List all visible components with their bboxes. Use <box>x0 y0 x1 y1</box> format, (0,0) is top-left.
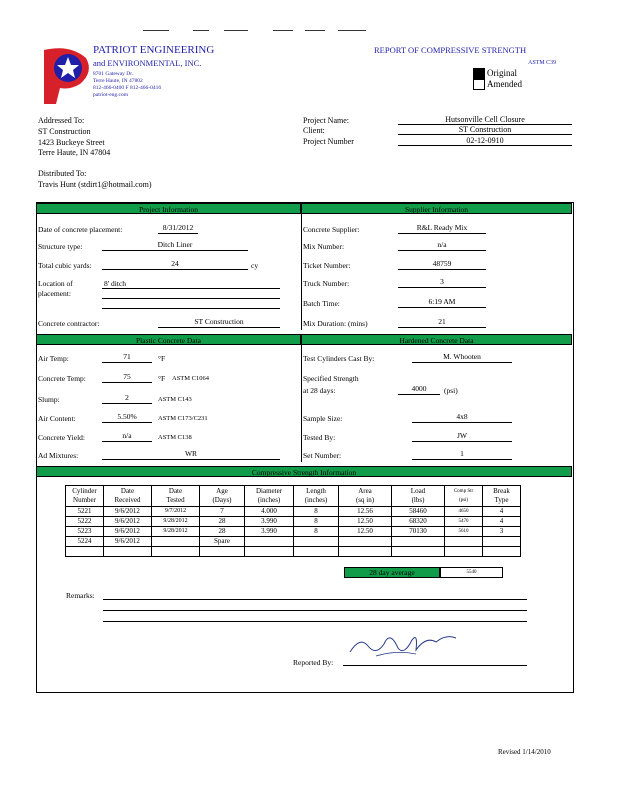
addressed-line: Terre Haute, IN 47804 <box>38 148 111 157</box>
duration-value: 21 <box>398 317 486 328</box>
reported-by-line <box>343 665 527 666</box>
header-dash <box>338 30 366 31</box>
table-cell <box>152 547 200 557</box>
table-cell <box>66 547 104 557</box>
table-row <box>66 527 521 537</box>
amended-checkbox[interactable] <box>473 79 485 90</box>
compressive-table <box>65 485 521 557</box>
admix-label: Ad Mixtures: <box>38 451 79 460</box>
table-cell <box>294 537 339 547</box>
table-cell <box>104 547 152 557</box>
slump-std: ASTM C143 <box>158 396 192 403</box>
slump-label: Slump: <box>38 395 60 404</box>
concrete-temp-value: 75 <box>102 372 152 383</box>
table-cell: 4650 <box>445 507 483 517</box>
tested-by-value: JW <box>412 431 512 442</box>
company-web: patriot-eng.com <box>93 92 128 98</box>
table-cell: 70130 <box>392 527 445 537</box>
section-divider <box>301 214 302 330</box>
location-line <box>102 298 280 299</box>
table-cell: 58460 <box>392 507 445 517</box>
revised-date: Revised 1/14/2010 <box>498 748 551 756</box>
table-cell <box>339 547 392 557</box>
air-temp-value: 71 <box>102 352 152 363</box>
concrete-temp-unit: °F <box>158 374 166 383</box>
set-number-value: 1 <box>412 449 512 460</box>
table-cell <box>152 537 200 547</box>
company-address: 8701 Gateway Dr. <box>93 71 134 77</box>
table-cell: 4.000 <box>245 507 294 517</box>
spec-strength-label: at 28 days: <box>303 386 336 395</box>
table-cell: 12.50 <box>339 517 392 527</box>
concrete-temp-label: Concrete Temp: <box>38 374 86 383</box>
contractor-label: Concrete contractor: <box>38 319 100 328</box>
col-header: Age (Days) <box>200 486 245 507</box>
table-cell: 4 <box>483 517 521 527</box>
col-header: Comp Str (psi) <box>445 486 483 507</box>
table-cell <box>339 537 392 547</box>
col-header: Date Received <box>104 486 152 507</box>
project-number-value: 02-12-0910 <box>398 136 572 146</box>
table-header-row <box>66 486 521 507</box>
location-value: 8' ditch <box>104 279 126 288</box>
report-astm: ASTM C39 <box>528 60 557 66</box>
table-cell <box>392 537 445 547</box>
ticket-label: Ticket Number: <box>303 261 351 270</box>
addressed-line: 1423 Buckeye Street <box>38 138 105 147</box>
admix-value: WR <box>102 449 280 460</box>
col-header: Area (sq in) <box>339 486 392 507</box>
truck-label: Truck Number: <box>303 279 350 288</box>
spec-strength-label: Specified Strength <box>303 374 359 383</box>
col-header: Length (inches) <box>294 486 339 507</box>
sample-size-label: Sample Size: <box>303 414 343 423</box>
table-cell: 3.990 <box>245 517 294 527</box>
header-dash <box>143 30 169 31</box>
client-value: ST Construction <box>398 125 572 135</box>
air-temp-unit: °F <box>158 354 166 363</box>
spec-strength-unit: (psi) <box>444 386 458 395</box>
spec-strength-value: 4000 <box>398 384 440 395</box>
col-header: Date Tested <box>152 486 200 507</box>
header-dash <box>193 30 209 31</box>
table-cell: 9/28/2012 <box>152 517 200 527</box>
table-cell: 3 <box>483 527 521 537</box>
distributed-label: Distributed To: <box>38 169 87 178</box>
mix-value: n/a <box>398 240 486 251</box>
table-cell: 68320 <box>392 517 445 527</box>
cast-by-value: M. Whooten <box>412 352 512 363</box>
table-cell: 5221 <box>66 507 104 517</box>
table-cell: 9/6/2012 <box>104 537 152 547</box>
original-label: Original <box>487 68 517 78</box>
ticket-value: 48759 <box>398 259 486 270</box>
amended-label: Amended <box>487 79 522 89</box>
project-info-header: Project Information <box>36 203 301 214</box>
contractor-value: ST Construction <box>158 317 280 328</box>
table-cell: 8 <box>294 527 339 537</box>
air-content-value: 5.50% <box>102 412 152 423</box>
table-cell <box>483 547 521 557</box>
yards-label: Total cubic yards: <box>38 261 92 270</box>
table-cell: 5470 <box>445 517 483 527</box>
section-divider <box>301 345 302 462</box>
table-row <box>66 507 521 517</box>
concrete-temp-std: ASTM C1064 <box>172 375 210 382</box>
table-cell: 5610 <box>445 527 483 537</box>
cast-by-label: Test Cylinders Cast By: <box>303 354 375 363</box>
sample-size-value: 4x8 <box>412 412 512 423</box>
remarks-line <box>103 610 527 611</box>
remarks-label: Remarks: <box>66 591 95 600</box>
batch-value: 6:19 AM <box>398 297 486 308</box>
project-name-value: Hutsonville Cell Closure <box>398 115 572 125</box>
mix-label: Mix Number: <box>303 242 345 251</box>
table-cell: 3.990 <box>245 527 294 537</box>
table-cell <box>245 547 294 557</box>
table-cell <box>200 547 245 557</box>
table-cell <box>445 537 483 547</box>
avg-label: 28 day average <box>344 567 440 578</box>
truck-value: 3 <box>398 277 486 288</box>
yards-value: 24 <box>102 259 248 270</box>
yield-std: ASTM C138 <box>158 434 192 441</box>
avg-value: 5540 <box>440 567 503 578</box>
company-phone: 812-466-0400 F 812-466-0416 <box>93 85 162 91</box>
plastic-header: Plastic Concrete Data <box>36 334 301 345</box>
air-content-label: Air Content: <box>38 414 76 423</box>
table-cell <box>245 537 294 547</box>
location-label: placement: <box>38 289 71 298</box>
air-temp-label: Air Temp: <box>38 354 69 363</box>
table-cell: 8 <box>294 507 339 517</box>
header-dash <box>305 30 325 31</box>
table-cell: 9/7/2012 <box>152 507 200 517</box>
table-cell: 7 <box>200 507 245 517</box>
col-header: Diameter (inches) <box>245 486 294 507</box>
supplier-value: R&L Ready Mix <box>398 223 486 234</box>
table-row <box>66 547 521 557</box>
location-line <box>102 308 280 309</box>
signature-icon <box>346 626 466 660</box>
location-line <box>102 288 280 289</box>
table-row <box>66 517 521 527</box>
structure-value: Ditch Liner <box>102 240 248 251</box>
table-cell: 5222 <box>66 517 104 527</box>
client-label: Client: <box>303 126 325 135</box>
project-name-label: Project Name: <box>303 116 349 125</box>
table-cell: 12.50 <box>339 527 392 537</box>
table-cell: 28 <box>200 527 245 537</box>
distributed-line: Travis Hunt (stdirt1@hotmail.com) <box>38 180 152 189</box>
reported-by-label: Reported By: <box>293 658 334 667</box>
header-dash <box>224 30 248 31</box>
slump-value: 2 <box>102 393 152 404</box>
company-address: Terre Haute, IN 47802 <box>93 78 143 84</box>
table-cell: 5223 <box>66 527 104 537</box>
remarks-line <box>103 621 527 622</box>
project-number-label: Project Number <box>303 137 354 146</box>
table-cell: 9/28/2012 <box>152 527 200 537</box>
addressed-label: Addressed To: <box>38 116 85 125</box>
company-name: PATRIOT ENGINEERING <box>93 44 215 56</box>
col-header: Break Type <box>483 486 521 507</box>
table-cell: 5224 <box>66 537 104 547</box>
table-row <box>66 537 521 547</box>
tested-by-label: Tested By: <box>303 433 336 442</box>
table-cell: 9/6/2012 <box>104 527 152 537</box>
duration-label: Mix Duration: (mins) <box>303 319 368 328</box>
patriot-logo-icon <box>40 44 94 106</box>
main-panel <box>36 202 574 693</box>
table-cell: 4 <box>483 507 521 517</box>
date-placement-value: 8/31/2012 <box>158 223 198 234</box>
supplier-info-header: Supplier Information <box>301 203 572 214</box>
original-checkbox[interactable] <box>473 68 485 79</box>
addressed-line: ST Construction <box>38 127 91 136</box>
col-header: Cylinder Number <box>66 486 104 507</box>
yield-value: n/a <box>102 431 152 442</box>
table-cell <box>445 547 483 557</box>
compressive-header: Compressive Strength Information <box>36 466 572 477</box>
table-cell: 12.56 <box>339 507 392 517</box>
table-cell: 28 <box>200 517 245 527</box>
hardened-header: Hardened Concrete Data <box>301 334 572 345</box>
date-placement-label: Date of concrete placement: <box>38 225 123 234</box>
header-dash <box>273 30 293 31</box>
table-cell: 8 <box>294 517 339 527</box>
col-header: Load (lbs) <box>392 486 445 507</box>
structure-label: Structure type: <box>38 242 83 251</box>
remarks-line <box>103 599 527 600</box>
table-cell: Spare <box>200 537 245 547</box>
batch-label: Batch Time: <box>303 299 340 308</box>
location-label: Location of <box>38 279 73 288</box>
yards-unit: cy <box>251 261 259 270</box>
table-cell: 9/6/2012 <box>104 517 152 527</box>
supplier-label: Concrete Supplier: <box>303 225 360 234</box>
table-cell: 9/6/2012 <box>104 507 152 517</box>
table-cell <box>392 547 445 557</box>
report-title: REPORT OF COMPRESSIVE STRENGTH <box>374 45 527 55</box>
company-subname: and ENVIRONMENTAL, INC. <box>93 58 202 68</box>
table-cell <box>294 547 339 557</box>
table-cell <box>483 537 521 547</box>
yield-label: Concrete Yield: <box>38 433 85 442</box>
set-number-label: Set Number: <box>303 451 342 460</box>
air-content-std: ASTM C173/C231 <box>158 415 208 422</box>
